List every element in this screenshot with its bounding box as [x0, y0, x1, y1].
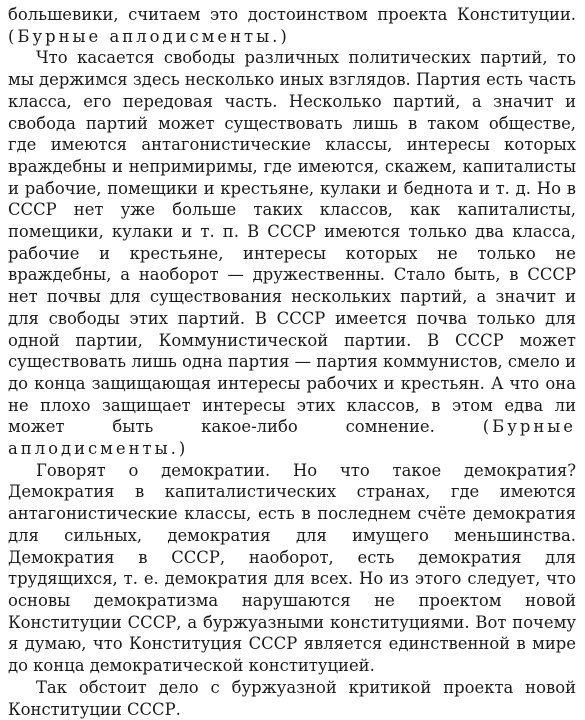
- paragraph-4: [8, 677, 576, 720]
- paragraph-2: [8, 47, 576, 459]
- paragraph-2-text: Что касается свободы различных политических партий, то мы держимся здесь несколько иных взглядов. Партия есть часть класса, его передовая часть. Несколько партий, а значит и свобода партий может существовать лишь в таком обществе, где имеются антагонистические классы, интересы которых враждебны и непримиримы, где имеются, скажем, капиталисты и рабочие, помещики и крестьяне, кулаки и беднота и т. д. Но в СССР нет уже больше таких классов, как капиталисты, помещики, кулаки и т. п. В СССР имеются только два класса, рабочие и крестьяне, интересы которых не только не враждебны, а наоборот — дружественны. Стало быть, в СССР нет почвы для существования нескольких партий, а значит и для свободы этих партий. В СССР имеется почва только для одной партии, Коммунистической партии. В СССР может существовать лишь одна партия — партия коммунистов, смело и до конца защищающая интересы рабочих и крестьян. А что она не плохо защищает интересы этих классов, в этом едва ли может быть какое-либо сомнение.: [8, 48, 576, 437]
- paragraph-3-text: Говорят о демократии. Но что такое демократия? Демократия в капиталистических странах, где имеются антагонистические классы, есть в последнем счёте демократия для сильных, демократия для имущего меньшинства. Демократия в СССР, наоборот, есть демократия для трудящихся, т. е. демократия для всех. Но из этого следует, что основы демократизма нарушаются не проектом новой Конституции СССР, а буржуазными конституциями. Вот почему я думаю, что Конституция СССР является единственной в мире до конца демократической конституцией.: [8, 460, 576, 676]
- paragraph-2-applause: (Бурные аплодисменты.): [8, 417, 576, 459]
- paragraph-4-text: Так обстоит дело с буржуазной критикой проекта новой Конституции СССР.: [8, 677, 576, 719]
- paragraph-1: [8, 4, 576, 47]
- paragraph-3: [8, 460, 576, 677]
- paragraph-1-applause: (Бурные аплодисменты.): [8, 26, 290, 46]
- paragraph-1-text: большевики, считаем это достоинством проекта Конституции.: [8, 5, 576, 24]
- document-page: [8, 4, 576, 720]
